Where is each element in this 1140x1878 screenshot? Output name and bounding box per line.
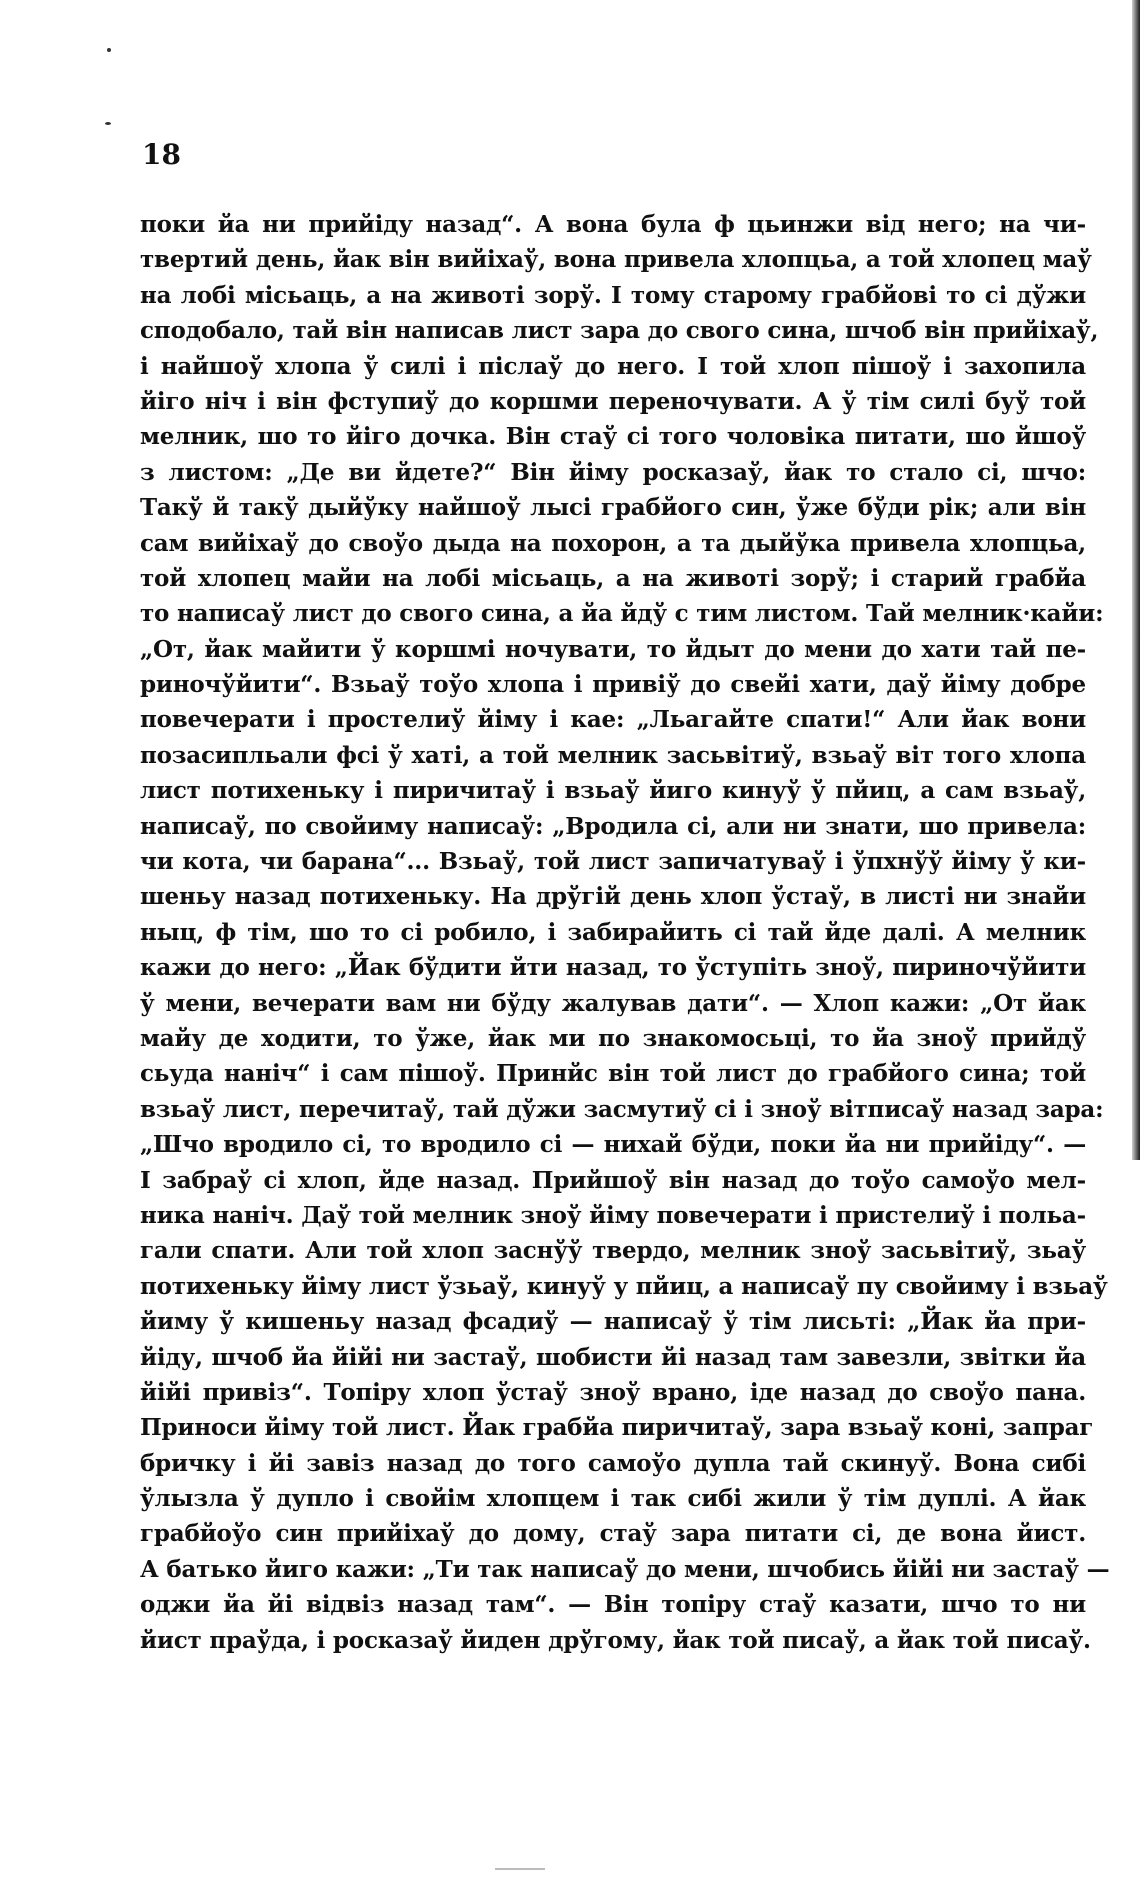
text-line: сам вийіхаў до своўо дыда на похорон, а та дыйўка привела хлопцьа, — [140, 529, 1086, 557]
text-line: майу де ходити, то ўже, йак ми по знакомосьці, то йа зноў прийдў — [140, 1024, 1086, 1052]
text-line: І забраў сі хлоп, йде назад. Прийшоў він назад до тоўо самоўо мел- — [140, 1166, 1086, 1194]
text-line: А батько йиго кажи: „Ти так написаў до мени, шчобись йійі ни застаў — — [140, 1555, 1110, 1583]
bottom-mark — [495, 1868, 545, 1870]
text-line: і найшоў хлопа ў силі і післаў до него. І той хлоп пішоў і захопила — [140, 352, 1086, 380]
paper-speck — [107, 48, 111, 52]
text-line: на лобі місьаць, а на животі зорў. І тому старому грабйові то сі дўжи — [140, 281, 1086, 309]
text-line: риночўйити“. Взьаў тоўо хлопа і привіў до свейі хати, даў йіму добре — [140, 671, 1086, 699]
text-line: ўлызла ў дупло і свойім хлопцем і так сибі жили ў тім дуплі. А йак — [140, 1485, 1086, 1513]
text-line: з листом: „Де ви йдете?“ Він йіму росказаў, йак то стало сі, шчо: — [140, 458, 1086, 486]
text-line: грабйоўо син прийіхаў до дому, стаў зара питати сі, де вона йист. — [140, 1520, 1086, 1548]
text-line: „Шчо вродило сі, то вродило сі — нихай бўди, поки йа ни прийіду“. — — [140, 1131, 1086, 1159]
page-number: 18 — [142, 138, 181, 171]
text-line: Такў й такў дыйўку найшоў лысі грабйого син, ўже бўди рік; али він — [140, 494, 1086, 522]
text-line: поки йа ни прийіду назад“. А вона була ф цьинжи від него; на чи- — [140, 211, 1086, 238]
text-line: мелник, шо то йіго дочка. Він стаў сі того чоловіка питати, шо йшоў — [140, 423, 1086, 451]
text-line: сьуда наніч“ і сам пішоў. Принйс він той лист до грабйого сина; той — [140, 1060, 1086, 1088]
text-line: сподобало, тай він написав лист зара до свого сина, шчоб він прийіхаў, — [140, 317, 1099, 345]
text-line: написаў, по свойиму написаў: „Вродила сі, али ни знати, шо привела: — [140, 812, 1086, 840]
text-line: то написаў лист до свого сина, а йа йдў с тим листом. Тай мелник·кайи: — [140, 600, 1104, 628]
text-line: Приноси йіму той лист. Йак грабйа пиричитаў, зара взьаў коні, запраг — [140, 1414, 1094, 1442]
text-line: повечерати і простелиў йіму і кае: „Льагайте спати!“ Али йак вони — [140, 706, 1086, 734]
text-line: йист праўда, і росказаў йиден дрўгому, йак той писаў, а йак той писаў. — [140, 1626, 1091, 1654]
text-line: потихеньку йіму лист ўзьаў, кинуў у пйиц, а написаў пу свойиму і взьаў — [140, 1272, 1108, 1300]
text-line: ныц, ф тім, шо то сі робило, і забирайить сі тай йде далі. А мелник — [140, 918, 1086, 946]
body-text — [140, 207, 1110, 1658]
text-line: йійі привіз“. Топіру хлоп ўстаў зноў врано, іде назад до своўо пана. — [140, 1378, 1086, 1406]
text-line: „От, йак майити ў коршмі ночувати, то йдыт до мени до хати тай пе- — [140, 635, 1086, 663]
text-line: йиму ў кишеньу назад фсадиў — написаў ў тім лисьті: „Йак йа при- — [140, 1308, 1086, 1336]
text-line: твертий день, йак він вийіхаў, вона привела хлопцьа, а той хлопец маў — [140, 246, 1092, 274]
page-edge-shadow — [1132, 0, 1140, 1160]
text-line: позасипльали фсі ў хаті, а той мелник засьвітиў, взьаў віт того хлопа — [140, 741, 1086, 769]
text-line: взьаў лист, перечитаў, тай дўжи засмутиў сі і зноў вітписаў назад зара: — [140, 1095, 1104, 1123]
text-line: той хлопец майи на лобі місьаць, а на животі зорў; і старий грабйа — [140, 564, 1086, 592]
text-line: чи кота, чи барана“... Взьаў, той лист запичатуваў і ўпхнўў йіму ў ки- — [140, 848, 1086, 876]
paper-speck — [105, 122, 111, 125]
text-line: йіду, шчоб йа йійі ни застаў, шобисти йі назад там завезли, звітки йа — [140, 1343, 1086, 1371]
text-line: оджи йа йі відвіз назад там“. — Він топіру стаў казати, шчо то ни — [140, 1591, 1086, 1619]
text-line: йіго ніч і він фступиў до коршми переночувати. А ў тім силі буў той — [140, 387, 1086, 415]
text-line: кажи до него: „Йак бўдити йти назад, то ўступіть зноў, пириночўйити — [140, 954, 1086, 982]
text-line: лист потихеньку і пиричитаў і взьаў йиго кинуў ў пйиц, а сам взьаў, — [140, 777, 1086, 805]
text-line: бричку і йі завіз назад до того самоўо дупла тай скинуў. Вона сибі — [140, 1449, 1086, 1477]
text-line: шеньу назад потихеньку. На дрўгій день хлоп ўстаў, в листі ни знайи — [140, 883, 1086, 911]
text-line: ника наніч. Даў той мелник зноў йіму повечерати і пристелиў і польа- — [140, 1201, 1086, 1229]
text-line: ў мени, вечерати вам ни бўду жалував дати“. — Хлоп кажи: „От йак — [140, 989, 1086, 1017]
text-line: гали спати. Али той хлоп заснўў твердо, мелник зноў засьвітиў, зьаў — [140, 1237, 1086, 1265]
